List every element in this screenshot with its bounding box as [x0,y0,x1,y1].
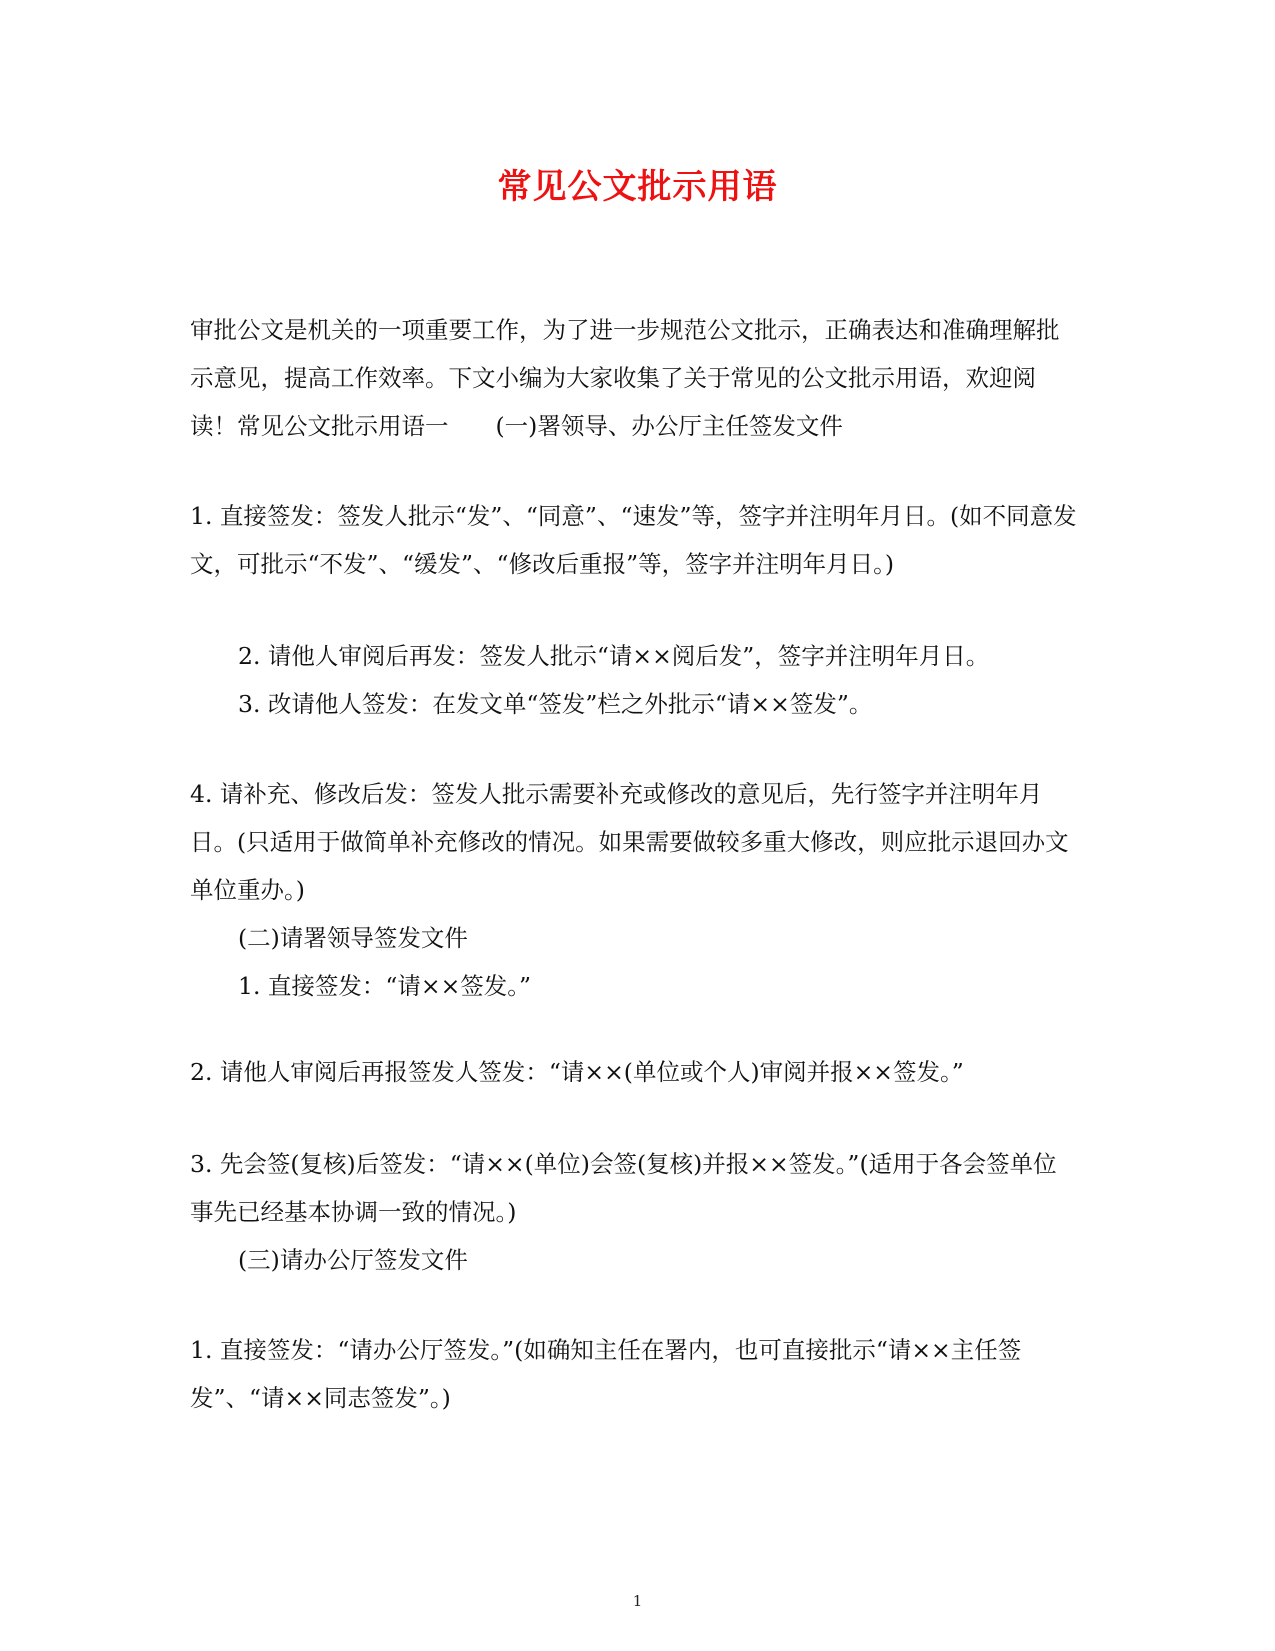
section-two-item-3 [190,1140,1080,1284]
document-title: 常见公文批示用语 [497,167,778,207]
section-one-item-4 [190,770,1080,1010]
section-one-item-1 [190,492,1080,588]
intro-paragraph [190,306,1080,450]
section-heading: (三)请办公厅签发文件 [238,1246,468,1274]
paragraph: 1. 直接签发：签发人批示“发”、“同意”、“速发”等，签字并注明年月日。(如不同意发文，可批示“不发”、“缓发”、“修改后重报”等，签字并注明年月日。) [190,502,1077,578]
section-three-item-1 [190,1326,1080,1422]
paragraph: 4. 请补充、修改后发：签发人批示需要补充或修改的意见后，先行签字并注明年月日。(只适用于做简单补充修改的情况。如果需要做较多重大修改，则应批示退回办文单位重办。) [190,780,1069,904]
paragraph: 1. 直接签发：“请办公厅签发。”(如确知主任在署内，也可直接批示“请××主任签发”、“请××同志签发”。) [190,1336,1022,1412]
paragraph: 1. 直接签发：“请××签发。” [238,972,532,1000]
paragraph: 2. 请他人审阅后再报签发人签发：“请××(单位或个人)审阅并报××签发。” [190,1058,964,1086]
paragraph: 审批公文是机关的一项重要工作，为了进一步规范公文批示，正确表达和准确理解批示意见，提高工作效率。下文小编为大家收集了关于常见的公文批示用语，欢迎阅读！常见公文批示用语一 (一)署领导、办公厅主任签发文件 [190,316,1060,440]
paragraph: 3. 改请他人签发：在发文单“签发”栏之外批示“请××签发”。 [238,690,873,718]
section-two-item-2 [190,1048,1080,1096]
paragraph: 2. 请他人审阅后再发：签发人批示“请××阅后发”，签字并注明年月日。 [238,642,990,670]
paragraph: 3. 先会签(复核)后签发：“请××(单位)会签(复核)并报××签发。”(适用于各会签单位事先已经基本协调一致的情况。) [190,1150,1057,1226]
section-heading: (二)请署领导签发文件 [238,924,468,952]
section-one-items-2-3 [190,632,1080,728]
page-number: 1 [632,1592,643,1610]
